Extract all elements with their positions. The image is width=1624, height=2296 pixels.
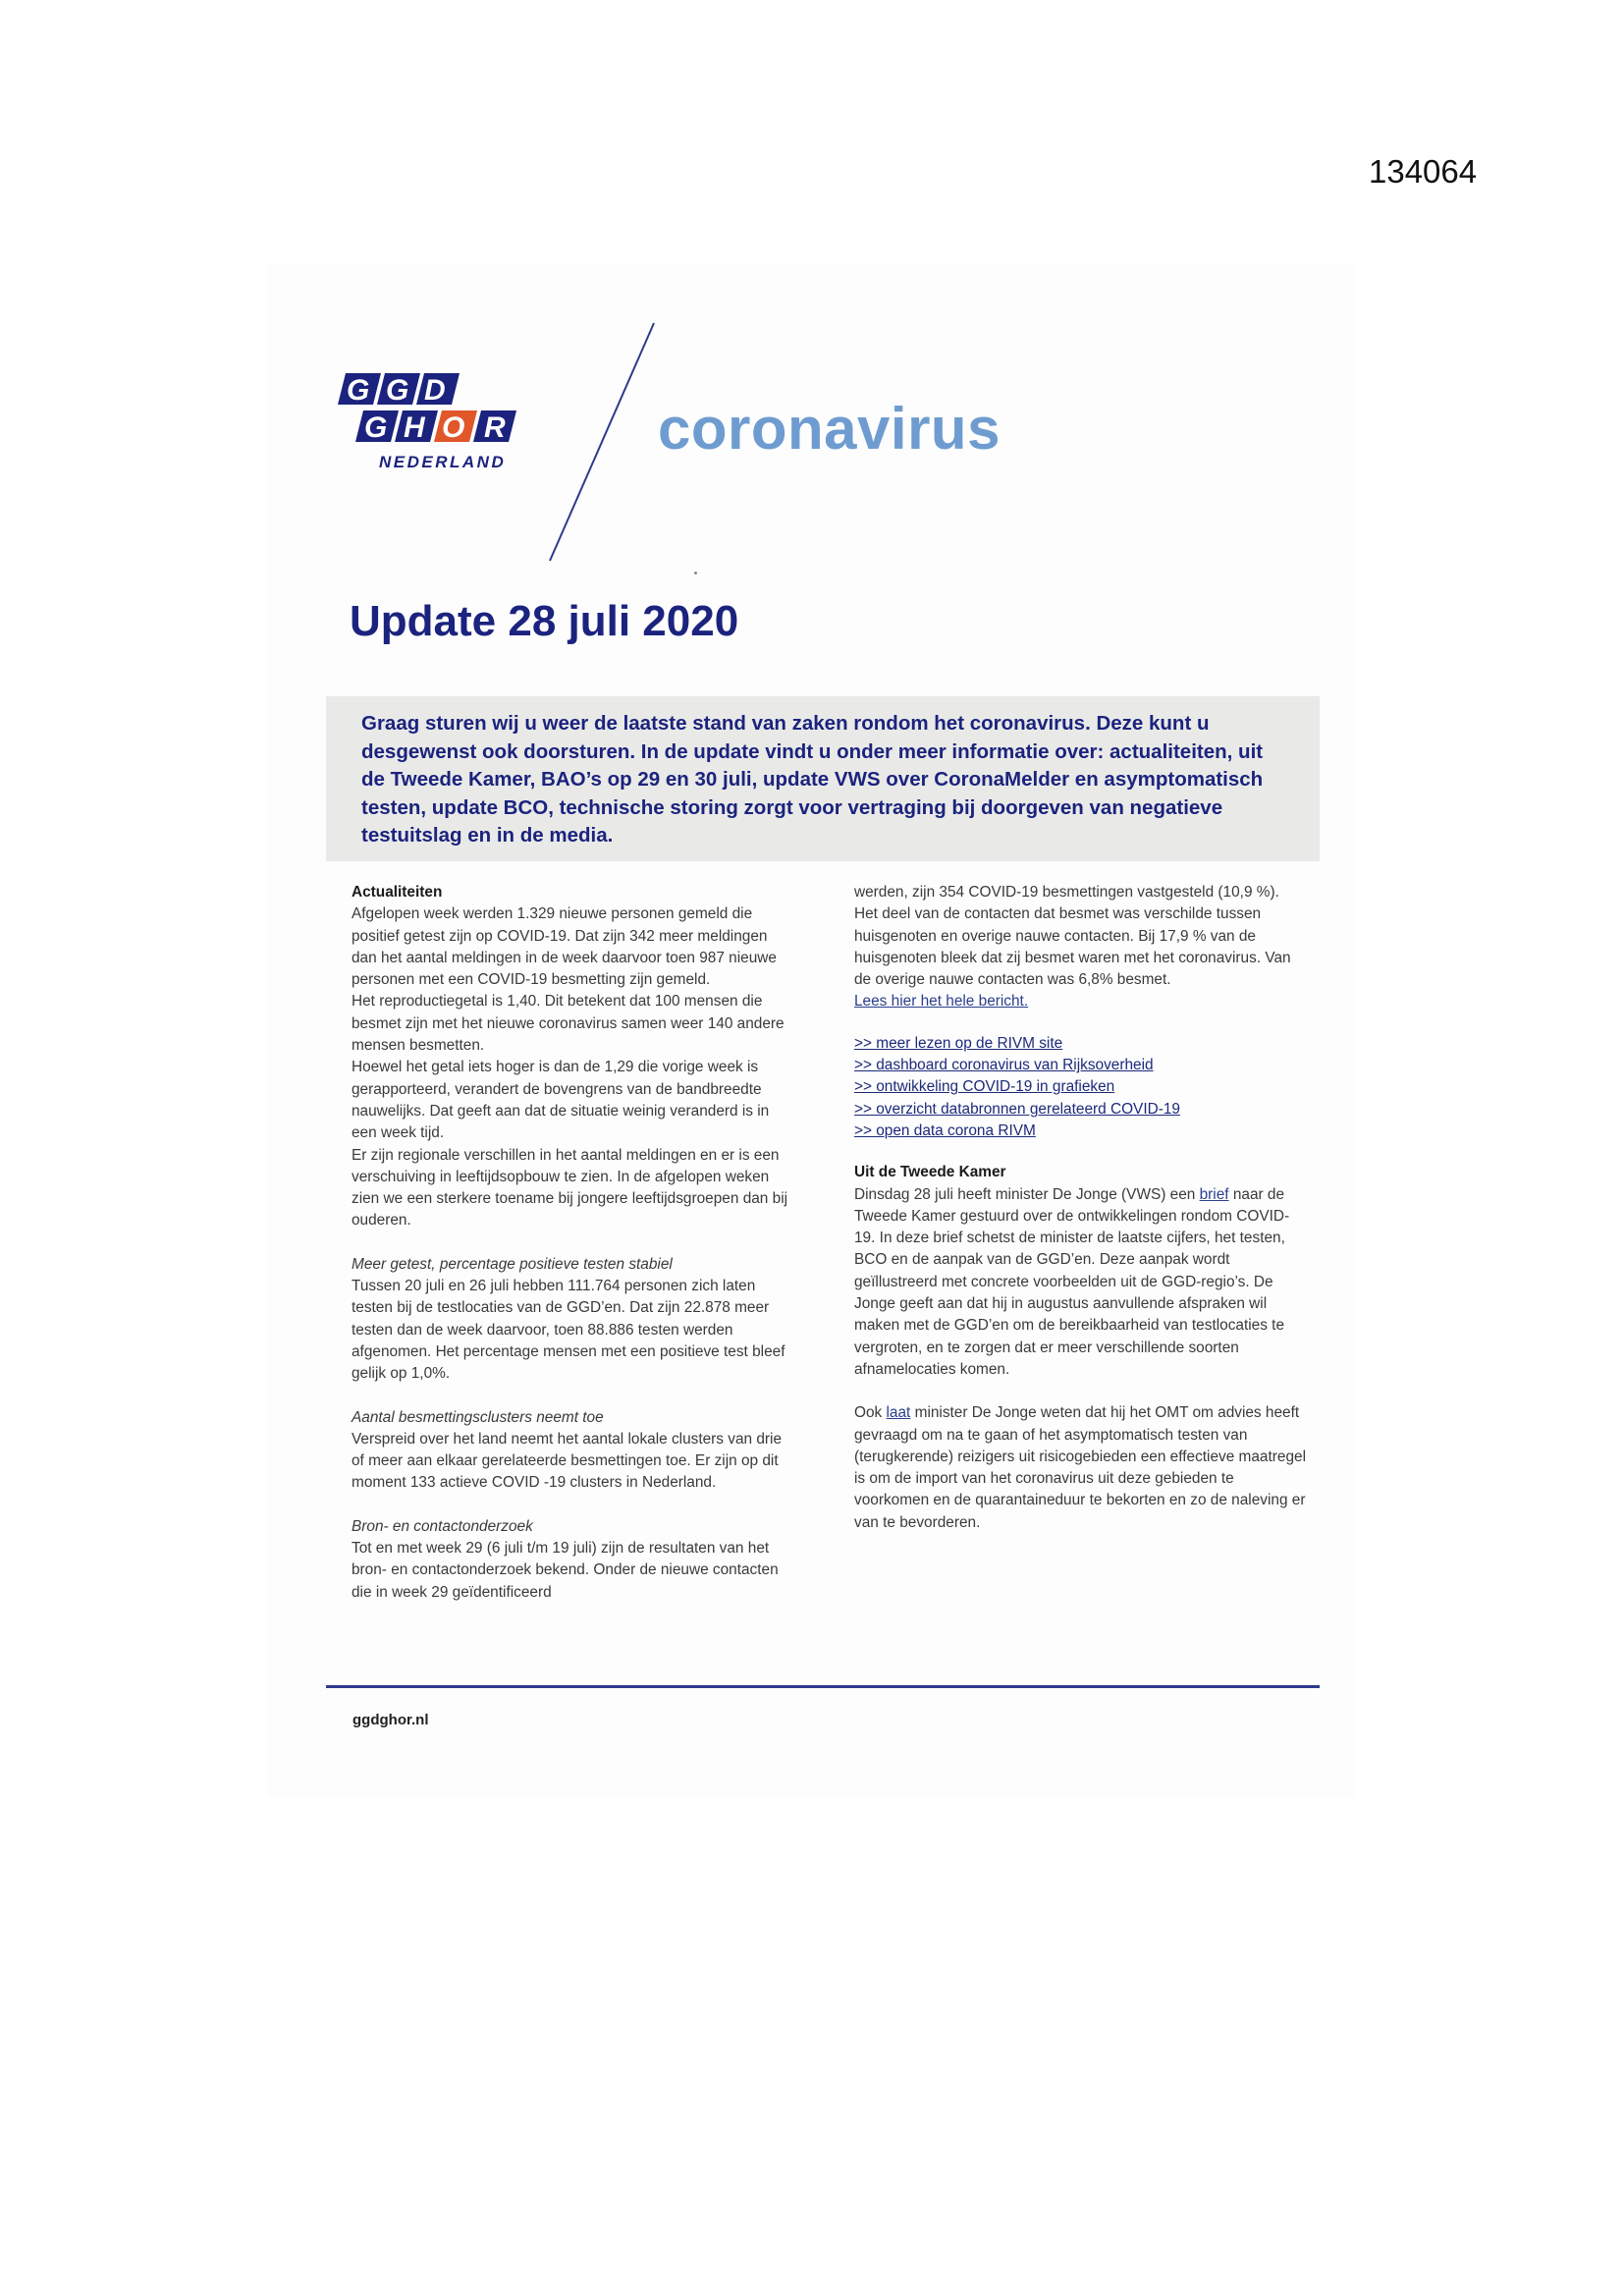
intro-text: Graag sturen wij u weer de laatste stand van zaken rondom het coronavirus. Deze kunt u desgewenst ook doorsturen. In de update vindt u onder meer informatie over: actualiteiten, uit de Tweede Kamer, BAO’s op 29 en 30 juli, update VWS over CoronaMelder en asymptomatisch testen, update BCO, technische storing zorgt voor vertraging bij doorgeven van negatieve testuitslag en in de media. (361, 712, 1264, 847)
subheading-bco: Bron- en contactonderzoek (352, 1517, 533, 1535)
divider-slash (530, 319, 668, 565)
svg-text:G: G (347, 374, 370, 407)
logo-row-2 (355, 410, 516, 444)
page-title: Update 28 juli 2020 (350, 597, 739, 645)
read-more-link[interactable]: Lees hier het hele bericht. (854, 993, 1029, 1011)
link-rivm-site[interactable]: >> meer lezen op de RIVM site (854, 1034, 1063, 1052)
paragraph: Het reproductiegetal is 1,40. Dit betekent dat 100 mensen die besmet zijn met het nieuwe coronavirus samen weer 140 andere mensen besmetten. (352, 993, 785, 1055)
paragraph: Ook laat minister De Jonge weten dat hij het OMT om advies heeft gevraagd om na te gaan of het asymptomatisch testen van (terugkerende) reizigers uit risicogebieden een effectieve maatregel is om de import van het coronavirus uit deze gebieden te voorkomen en de quarantaineduur te bekorten en zo de naleving er van te bevorderen. (854, 1404, 1306, 1531)
paragraph: werden, zijn 354 COVID-19 besmettingen vastgesteld (10,9 %). Het deel van de contacten dat besmet was verschilde tussen huisgenoten en overige nauwe contacten. Bij 17,9 % van de huisgenoten bleek dat zij besmet waren met het coronavirus. Van de overige nauwe contacten was 6,8% besmet. (854, 884, 1291, 989)
svg-text:H: H (404, 411, 425, 444)
footer-url[interactable]: ggdghor.nl (352, 1712, 429, 1728)
logo-row-1 (338, 373, 460, 407)
paragraph: Tussen 20 juli en 26 juli hebben 111.764 personen zich laten testen bij de testlocaties van de GGD’en. Dat zijn 22.878 meer testen dan de week daarvoor, toen 88.886 testen werden afgenomen. Het percentage mensen met een positieve test bleef gelijk op 1,0%. (352, 1278, 785, 1383)
ggd-ghor-logo (334, 371, 530, 487)
stray-dot (694, 572, 697, 574)
paragraph: Er zijn regionale verschillen in het aantal meldingen en er is een verschuiving in leeftijdsopbouw te zien. In de afgelopen weken zien we een sterkere toename bij jongere leeftijdsgroepen dan bij ouderen. (352, 1146, 788, 1230)
paragraph: Tot en met week 29 (6 juli t/m 19 juli) zijn de resultaten van het bron- en contactonderzoek bekend. Onder de nieuwe contacten die in week 29 geïdentificeerd (352, 1540, 779, 1601)
laat-link[interactable]: laat (886, 1404, 911, 1422)
heading-actualiteiten: Actualiteiten (352, 884, 443, 901)
brief-link[interactable]: brief (1199, 1185, 1229, 1203)
coronavirus-banner: coronavirus (658, 396, 1001, 462)
paragraph: Dinsdag 28 juli heeft minister De Jonge (VWS) een brief naar de Tweede Kamer gestuurd over de ontwikkelingen rondom COVID-19. In deze brief schetst de minister de laatste cijfers, het testen, BCO en de aanpak van de GGD’en. Deze aanpak wordt geïllustreerd met concrete voorbeelden uit de GGD-regio’s. De Jonge geeft aan dat hij in augustus aanvullende afspraken wil maken met de GGD’en om de bereikbaarheid van testlocaties te vergroten, en te zorgen dat er meer verschillende soorten afnamelocaties komen. (854, 1185, 1290, 1378)
svg-text:G: G (386, 374, 409, 407)
link-list (854, 1033, 1306, 1142)
left-column (352, 882, 793, 1604)
footer-divider (326, 1685, 1320, 1688)
svg-text:O: O (442, 411, 465, 444)
heading-tweede-kamer: Uit de Tweede Kamer (854, 1164, 1006, 1181)
right-column (854, 882, 1306, 1534)
intro-box (326, 696, 1320, 861)
link-open-data[interactable]: >> open data corona RIVM (854, 1121, 1036, 1139)
subheading-testen: Meer getest, percentage positieve testen stabiel (352, 1255, 673, 1273)
document-number: 134064 (1369, 153, 1478, 190)
paragraph: Verspreid over het land neemt het aantal lokale clusters van drie of meer aan elkaar gerelateerde besmettingen toe. Er zijn op dit moment 133 actieve COVID -19 clusters in Nederland. (352, 1430, 783, 1492)
link-dashboard[interactable]: >> dashboard coronavirus van Rijksoverheid (854, 1057, 1154, 1074)
paragraph: Afgelopen week werden 1.329 nieuwe personen gemeld die positief getest zijn op COVID-19. Dat zijn 342 meer meldingen dan het aantal meldingen in de week daarvoor toen 987 nieuwe personen met een COVID-19 besmetting zijn gemeld. (352, 905, 777, 989)
svg-text:NEDERLAND: NEDERLAND (379, 453, 507, 471)
svg-text:G: G (364, 411, 388, 444)
subheading-clusters: Aantal besmettingsclusters neemt toe (352, 1408, 604, 1426)
svg-text:R: R (484, 411, 506, 444)
link-databronnen[interactable]: >> overzicht databronnen gerelateerd COVID-19 (854, 1100, 1180, 1118)
link-grafieken[interactable]: >> ontwikkeling COVID-19 in grafieken (854, 1078, 1115, 1096)
svg-text:D: D (424, 374, 446, 407)
paragraph: Hoewel het getal iets hoger is dan de 1,29 die vorige week is gerapporteerd, verandert de bovengrens van de bandbreedte nauwelijks. Dat geeft aan dat de situatie weinig veranderd is in een week tijd. (352, 1059, 770, 1142)
